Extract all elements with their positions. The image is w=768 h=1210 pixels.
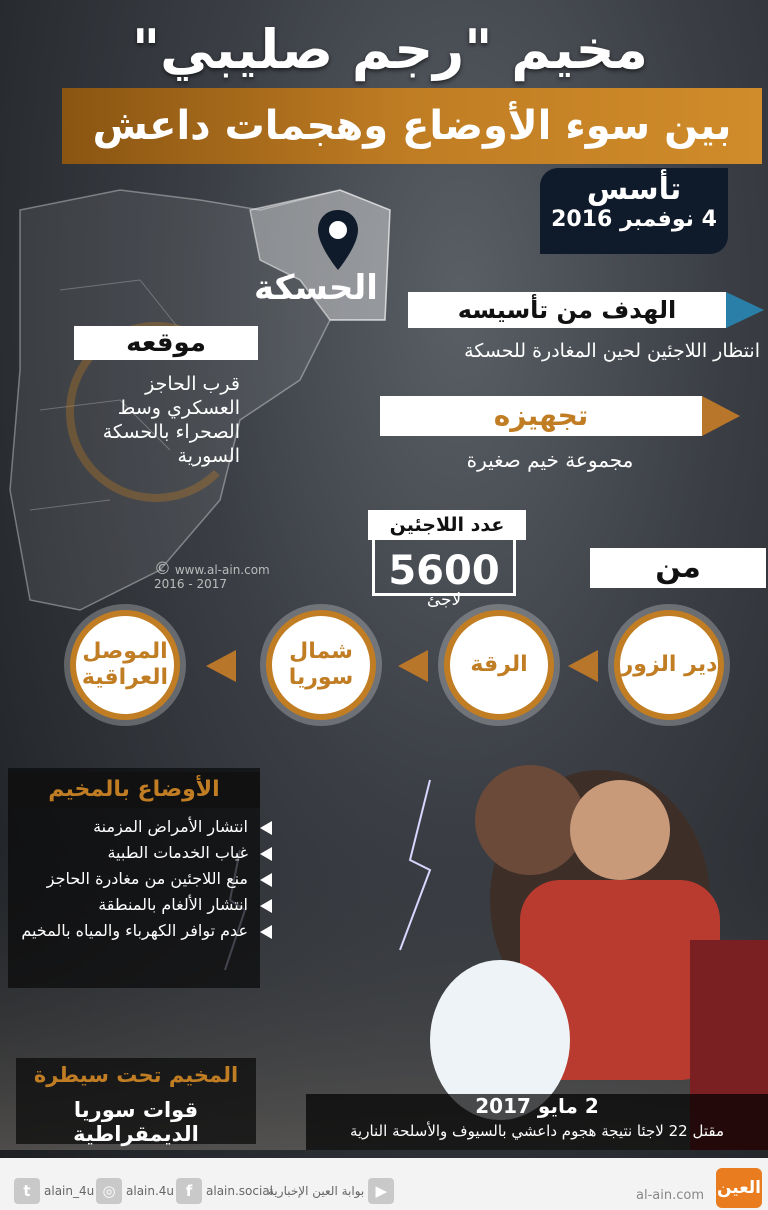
twitter-handle: alain_4u <box>44 1184 95 1198</box>
condition-item: منع اللاجئين من مغادرة الحاجز <box>14 868 272 890</box>
site-url[interactable]: al-ain.com <box>636 1188 704 1203</box>
instagram-link[interactable] <box>96 1178 174 1204</box>
founded-date: 4 نوفمبر 2016 <box>551 207 717 232</box>
route-arrow-icon <box>398 650 428 682</box>
founded-box <box>540 168 728 254</box>
founded-label: تأسس <box>586 172 682 207</box>
instagram-handle: alain.4u <box>126 1184 175 1198</box>
youtube-icon: ▶ <box>368 1178 394 1204</box>
condition-item: انتشار الألغام بالمنطقة <box>14 894 272 916</box>
route-arrow-icon <box>206 650 236 682</box>
route-arrow-icon <box>568 650 598 682</box>
equipment-arrow-icon <box>702 396 740 436</box>
facebook-handle: alain.social <box>206 1184 274 1198</box>
conditions-list <box>14 816 272 946</box>
instagram-icon: ◎ <box>96 1178 122 1204</box>
conditions-title: الأوضاع بالمخيم <box>8 772 260 808</box>
copyright-mark <box>154 559 314 591</box>
page-title: مخيم "رجم صليبي" <box>132 18 648 81</box>
goal-label: الهدف من تأسيسه <box>408 292 726 328</box>
control-value: قوات سوريا الديمقراطية <box>73 1098 199 1146</box>
copyright-icon: © <box>154 559 171 579</box>
route-stop-4: الموصل العراقية <box>70 610 180 720</box>
twitter-link[interactable] <box>14 1178 94 1204</box>
location-text: قرب الحاجز العسكري وسط الصحراء بالحسكة السورية <box>102 373 240 467</box>
al-ain-logo: العين <box>716 1168 762 1208</box>
route-stop-3: شمال سوريا <box>266 610 376 720</box>
refugees-label: عدد اللاجئين <box>368 510 526 540</box>
copyright-years: 2016 - 2017 <box>154 577 228 591</box>
city-label: الحسكة <box>254 268 378 308</box>
condition-item: عدم توافر الكهرباء والمياه بالمخيم <box>14 920 272 942</box>
page-subtitle: بين سوء الأوضاع وهجمات داعش <box>92 103 732 149</box>
attack-date: 2 مايو 2017 <box>475 1094 599 1118</box>
goal-text: انتظار اللاجئين لحين المغادرة للحسكة <box>464 340 760 362</box>
equipment-text: مجموعة خيم صغيرة <box>466 448 634 472</box>
location-label: موقعه <box>74 326 258 360</box>
twitter-icon: t <box>14 1178 40 1204</box>
route-stop-2: الرقة <box>444 610 554 720</box>
attack-description: مقتل 22 لاجئا نتيجة هجوم داعشي بالسيوف والأسلحة النارية <box>350 1122 724 1140</box>
route-stop-1: دير الزور <box>614 610 724 720</box>
condition-item: غياب الخدمات الطبية <box>14 842 272 864</box>
control-title: المخيم تحت سيطرة <box>33 1063 239 1087</box>
location-pin-icon <box>316 208 360 272</box>
goal-arrow-icon <box>726 292 764 328</box>
condition-item: انتشار الأمراض المزمنة <box>14 816 272 838</box>
refugees-unit: لاجئ <box>426 590 462 610</box>
youtube-link[interactable] <box>268 1178 394 1204</box>
facebook-link[interactable] <box>176 1178 273 1204</box>
copyright-site: www.al-ain.com <box>174 563 270 577</box>
from-label: من <box>590 548 766 588</box>
youtube-handle: بوابة العين الإخبارية <box>268 1184 365 1198</box>
facebook-icon: f <box>176 1178 202 1204</box>
refugees-count: 5600 <box>388 548 500 594</box>
equipment-label: تجهيزه <box>380 396 702 436</box>
